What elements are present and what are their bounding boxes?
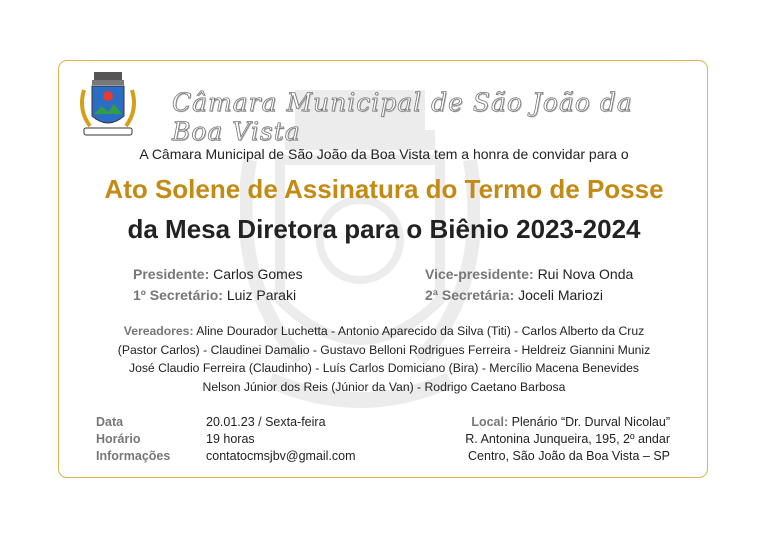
info-email: contatocmsjbv@gmail.com: [206, 449, 356, 463]
time-label: Horário: [96, 432, 141, 446]
role-vice-presidente: [425, 266, 633, 282]
role-label: 1º Secretário:: [133, 287, 223, 303]
role-primeiro-secretario: [133, 287, 296, 303]
vereadores-line: (Pastor Carlos) - Claudinei Damalio - Gustavo Belloni Rodrigues Ferreira - Heldreiz Giannini Muniz: [117, 342, 651, 357]
date-value: 20.01.23 / Sexta-feira: [206, 415, 326, 429]
vereadores-line: Nelson Júnior dos Reis (Júnior da Van) - Rodrigo Caetano Barbosa: [202, 379, 566, 394]
role-name: Rui Nova Onda: [537, 266, 634, 282]
role-presidente: [133, 266, 303, 282]
role-segunda-secretaria: [425, 287, 603, 303]
ceremony-title: Ato Solene de Assinatura do Termo de Posse: [104, 174, 664, 204]
vereadores-line: José Claudio Ferreira (Claudinho) - Luís Carlos Domiciano (Bira) - Mercílio Macena Benevides: [128, 361, 640, 375]
event-location: [465, 414, 670, 465]
role-name: Luiz Paraki: [226, 287, 297, 303]
role-name: Carlos Gomes: [213, 266, 303, 282]
location-label: Local:: [471, 415, 509, 429]
event-values: [206, 414, 356, 465]
time-value: 19 horas: [206, 432, 255, 446]
address-line2: Centro, São João da Boa Vista – SP: [468, 449, 670, 463]
role-label: 2ª Secretária:: [425, 287, 515, 303]
location-value: Plenário “Dr. Durval Nicolau”: [511, 415, 670, 429]
institution-name: Câmara Municipal de São João da Boa Vista: [172, 88, 633, 146]
role-label: Vice-presidente:: [425, 266, 534, 282]
vereadores-list: [90, 322, 678, 396]
role-name: Joceli Mariozi: [518, 287, 603, 303]
vereadores-label: Vereadores:: [123, 324, 194, 338]
invitation-intro: A Câmara Municipal de São João da Boa Vista tem a honra de convidar para o: [139, 146, 629, 162]
info-label: Informações: [96, 449, 171, 463]
address-line1: R. Antonina Junqueira, 195, 2º andar: [465, 432, 670, 446]
event-labels: [96, 414, 170, 465]
location-line: [465, 414, 670, 431]
ceremony-subtitle: da Mesa Diretora para o Biênio 2023-2024: [127, 214, 641, 244]
vereadores-line: Vereadores: Aline Dourador Luchetta - Antonio Aparecido da Silva (Titi) - Carlos Alberto da Cruz: [123, 324, 645, 338]
date-label: Data: [96, 415, 124, 429]
coat-of-arms-icon: [76, 70, 140, 140]
role-label: Presidente:: [133, 266, 210, 282]
